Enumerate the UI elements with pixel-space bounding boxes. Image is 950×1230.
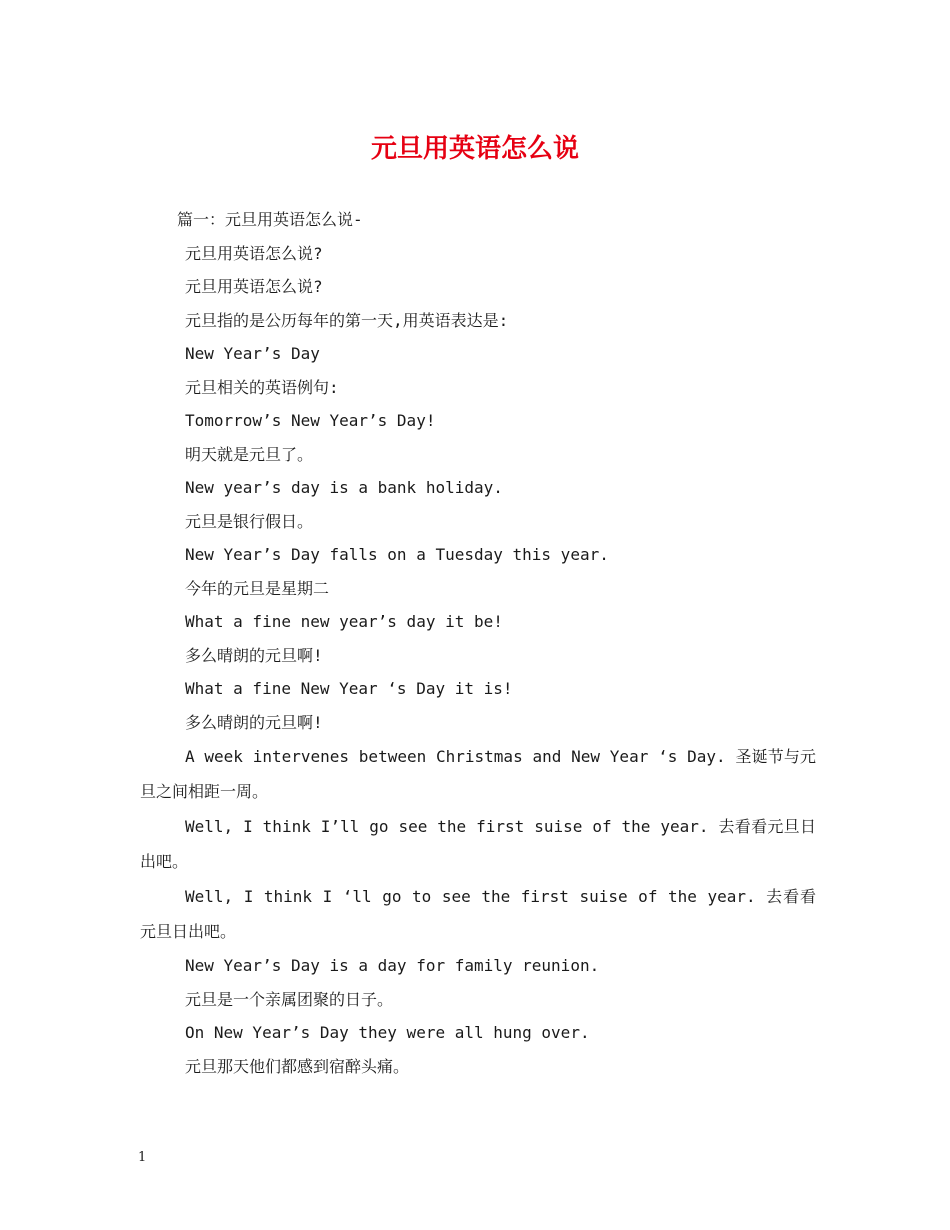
- text-line: New Year’s Day is a day for family reunion.: [185, 956, 600, 975]
- text-line: 元旦那天他们都感到宿醉头痛。: [185, 1056, 410, 1076]
- text-line: 元旦指的是公历每年的第一天,用英语表达是:: [185, 310, 509, 330]
- text-paragraph: Well, I think I’ll go see the first suise of the year. 去看看元旦日出吧。: [140, 817, 816, 871]
- text-line: 元旦相关的英语例句:: [185, 377, 339, 397]
- text-line: What a fine new year’s day it be!: [185, 612, 503, 631]
- page-number: 1: [138, 1150, 147, 1165]
- text-paragraph: A week intervenes between Christmas and New Year ‘s Day. 圣诞节与元旦之间相距一周。: [140, 747, 816, 801]
- text-line: 元旦用英语怎么说?: [185, 277, 323, 296]
- document-body: [140, 203, 816, 1083]
- text-line: What a fine New Year ‘s Day it is!: [185, 679, 513, 698]
- text-line: 多么晴朗的元旦啊!: [185, 712, 323, 732]
- text-line: 篇一：元旦用英语怎么说-: [177, 210, 363, 229]
- text-line: 今年的元旦是星期二: [185, 578, 330, 598]
- text-line: Tomorrow’s New Year’s Day!: [185, 411, 436, 430]
- text-line: 元旦用英语怎么说?: [185, 243, 323, 263]
- text-paragraph: Well, I think I ‘ll go to see the first suise of the year. 去看看元旦日出吧。: [140, 887, 816, 941]
- text-line: 元旦是一个亲属团聚的日子。: [185, 989, 394, 1009]
- text-line: New year’s day is a bank holiday.: [185, 478, 503, 497]
- text-line: 多么晴朗的元旦啊!: [185, 645, 323, 665]
- text-line: New Year’s Day: [185, 344, 320, 363]
- text-line: On New Year’s Day they were all hung over.: [185, 1023, 590, 1042]
- page-title: 元旦用英语怎么说: [370, 134, 579, 164]
- text-line: 明天就是元旦了。: [185, 444, 314, 464]
- text-line: New Year’s Day falls on a Tuesday this year.: [185, 545, 609, 564]
- text-line: 元旦是银行假日。: [185, 511, 314, 531]
